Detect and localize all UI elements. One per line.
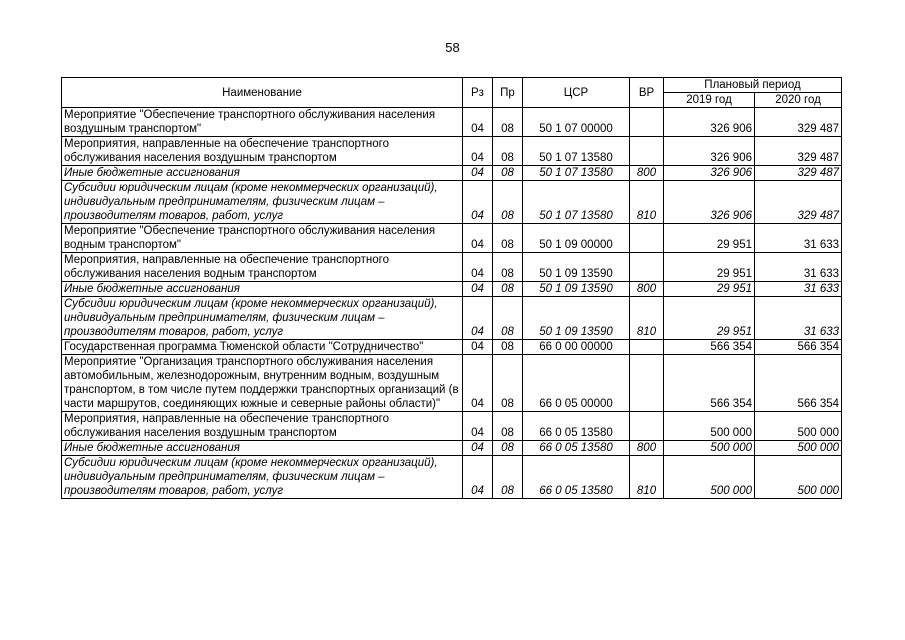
- table-row: [62, 166, 842, 181]
- cell-2019: 566 354: [664, 355, 755, 412]
- cell-name: Субсидии юридическим лицам (кроме некоммерческих организаций), индивидуальным предпринимателям, физическим лицам – производителям товаров, работ, услуг: [62, 456, 463, 499]
- cell-2019: 566 354: [664, 340, 755, 355]
- table-row: [62, 297, 842, 340]
- table-row: [62, 412, 842, 441]
- table-row: [62, 340, 842, 355]
- cell-vr: [630, 340, 664, 355]
- cell-2020: 500 000: [755, 456, 842, 499]
- cell-2020: 329 487: [755, 108, 842, 137]
- cell-rz: 04: [463, 297, 493, 340]
- header-pr: Пр: [493, 78, 523, 108]
- cell-name: Государственная программа Тюменской области "Сотрудничество": [62, 340, 463, 355]
- table-row: [62, 108, 842, 137]
- cell-pr: 08: [493, 108, 523, 137]
- cell-csr: 66 0 05 13580: [523, 456, 630, 499]
- cell-2019: 29 951: [664, 297, 755, 340]
- cell-rz: 04: [463, 108, 493, 137]
- cell-vr: 800: [630, 282, 664, 297]
- cell-2020: 31 633: [755, 282, 842, 297]
- cell-csr: 66 0 05 13580: [523, 441, 630, 456]
- cell-2020: 500 000: [755, 412, 842, 441]
- cell-vr: 800: [630, 441, 664, 456]
- cell-vr: [630, 412, 664, 441]
- table-header: [62, 78, 842, 108]
- budget-table: [61, 77, 842, 499]
- cell-2019: 29 951: [664, 253, 755, 282]
- cell-name: Субсидии юридическим лицам (кроме некоммерческих организаций), индивидуальным предпринимателям, физическим лицам – производителям товаров, работ, услуг: [62, 297, 463, 340]
- cell-2020: 500 000: [755, 441, 842, 456]
- cell-vr: 810: [630, 297, 664, 340]
- cell-rz: 04: [463, 253, 493, 282]
- cell-name: Иные бюджетные ассигнования: [62, 441, 463, 456]
- cell-2019: 500 000: [664, 441, 755, 456]
- cell-2019: 29 951: [664, 282, 755, 297]
- cell-pr: 08: [493, 456, 523, 499]
- cell-csr: 50 1 07 13580: [523, 137, 630, 166]
- table-row: [62, 355, 842, 412]
- cell-rz: 04: [463, 412, 493, 441]
- cell-name: Мероприятия, направленные на обеспечение транспортного обслуживания населения водным транспортом: [62, 253, 463, 282]
- cell-2020: 329 487: [755, 181, 842, 224]
- cell-vr: [630, 224, 664, 253]
- table-row: [62, 282, 842, 297]
- header-csr: ЦСР: [523, 78, 630, 108]
- table-row: [62, 456, 842, 499]
- cell-rz: 04: [463, 137, 493, 166]
- cell-vr: 810: [630, 456, 664, 499]
- cell-rz: 04: [463, 355, 493, 412]
- cell-vr: [630, 108, 664, 137]
- header-plan-period: Плановый период: [664, 78, 842, 93]
- table-row: [62, 224, 842, 253]
- cell-rz: 04: [463, 224, 493, 253]
- header-year-2020: 2020 год: [755, 93, 842, 108]
- cell-2020: 329 487: [755, 137, 842, 166]
- cell-pr: 08: [493, 224, 523, 253]
- cell-csr: 66 0 00 00000: [523, 340, 630, 355]
- cell-name: Субсидии юридическим лицам (кроме некоммерческих организаций), индивидуальным предпринимателям, физическим лицам – производителям товаров, работ, услуг: [62, 181, 463, 224]
- cell-name: Иные бюджетные ассигнования: [62, 166, 463, 181]
- cell-name: Мероприятие "Обеспечение транспортного обслуживания населения водным транспортом": [62, 224, 463, 253]
- cell-vr: [630, 253, 664, 282]
- cell-pr: 08: [493, 355, 523, 412]
- header-rz: Рз: [463, 78, 493, 108]
- cell-csr: 50 1 07 13580: [523, 166, 630, 181]
- cell-2019: 326 906: [664, 108, 755, 137]
- cell-csr: 50 1 09 13590: [523, 297, 630, 340]
- cell-pr: 08: [493, 181, 523, 224]
- cell-rz: 04: [463, 282, 493, 297]
- cell-name: Мероприятие "Обеспечение транспортного обслуживания населения воздушным транспортом": [62, 108, 463, 137]
- cell-name: Мероприятия, направленные на обеспечение транспортного обслуживания населения воздушным транспортом: [62, 137, 463, 166]
- cell-csr: 66 0 05 00000: [523, 355, 630, 412]
- table-row: [62, 137, 842, 166]
- header-year-2019: 2019 год: [664, 93, 755, 108]
- cell-name: Мероприятие "Организация транспортного обслуживания населения автомобильным, железнодорожным, внутренним водным, воздушным транспортом, в том числе путем поддержки транспортных организаций (в части маршрутов, соединяющих южные и северные районы области)": [62, 355, 463, 412]
- table-body: [62, 108, 842, 499]
- cell-2019: 326 906: [664, 137, 755, 166]
- cell-vr: [630, 137, 664, 166]
- cell-csr: 50 1 09 13590: [523, 282, 630, 297]
- cell-pr: 08: [493, 166, 523, 181]
- cell-2019: 29 951: [664, 224, 755, 253]
- cell-2020: 31 633: [755, 297, 842, 340]
- cell-rz: 04: [463, 181, 493, 224]
- cell-name: Иные бюджетные ассигнования: [62, 282, 463, 297]
- cell-pr: 08: [493, 340, 523, 355]
- cell-2019: 326 906: [664, 181, 755, 224]
- page-number: 58: [445, 40, 460, 55]
- cell-csr: 50 1 09 13590: [523, 253, 630, 282]
- cell-csr: 50 1 07 13580: [523, 181, 630, 224]
- cell-2020: 31 633: [755, 253, 842, 282]
- cell-rz: 04: [463, 456, 493, 499]
- cell-pr: 08: [493, 282, 523, 297]
- cell-2020: 31 633: [755, 224, 842, 253]
- cell-pr: 08: [493, 297, 523, 340]
- cell-vr: 810: [630, 181, 664, 224]
- cell-name: Мероприятия, направленные на обеспечение транспортного обслуживания населения воздушным транспортом: [62, 412, 463, 441]
- table-row: [62, 181, 842, 224]
- cell-rz: 04: [463, 441, 493, 456]
- cell-2020: 566 354: [755, 340, 842, 355]
- table-row: [62, 253, 842, 282]
- cell-csr: 50 1 07 00000: [523, 108, 630, 137]
- cell-2020: 566 354: [755, 355, 842, 412]
- cell-pr: 08: [493, 412, 523, 441]
- cell-2019: 500 000: [664, 412, 755, 441]
- header-name: Наименование: [62, 78, 463, 108]
- cell-pr: 08: [493, 137, 523, 166]
- cell-2019: 500 000: [664, 456, 755, 499]
- cell-pr: 08: [493, 441, 523, 456]
- cell-csr: 66 0 05 13580: [523, 412, 630, 441]
- cell-2019: 326 906: [664, 166, 755, 181]
- cell-vr: 800: [630, 166, 664, 181]
- cell-rz: 04: [463, 166, 493, 181]
- cell-vr: [630, 355, 664, 412]
- header-vr: ВР: [630, 78, 664, 108]
- cell-pr: 08: [493, 253, 523, 282]
- cell-rz: 04: [463, 340, 493, 355]
- cell-2020: 329 487: [755, 166, 842, 181]
- table-row: [62, 441, 842, 456]
- cell-csr: 50 1 09 00000: [523, 224, 630, 253]
